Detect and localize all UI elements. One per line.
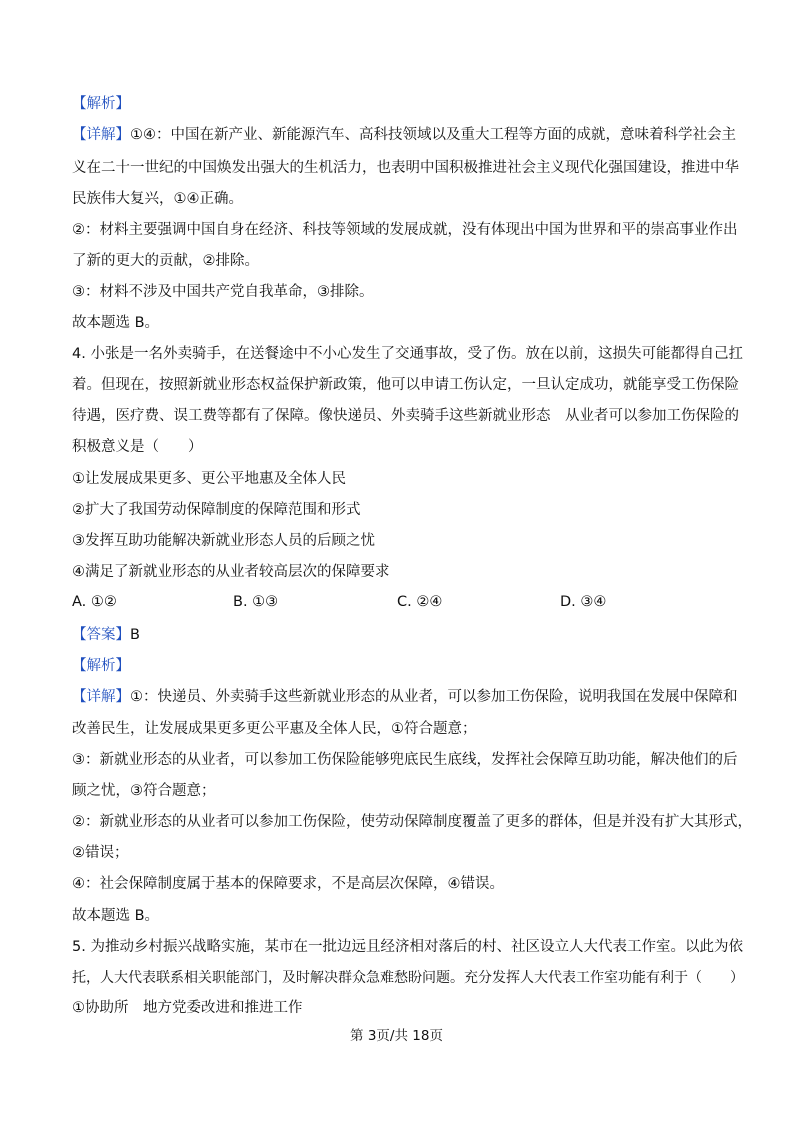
line-text: 民族伟大复兴，①④正确。 bbox=[72, 191, 243, 207]
line-text: ②错误； bbox=[72, 845, 129, 861]
line-text: 着。但现在，按照新就业形态权益保护新政策，他可以申请工伤认定，一旦认定成功，就能享受工伤保险 bbox=[72, 377, 739, 393]
conclusion-line bbox=[72, 906, 159, 926]
explanation-line bbox=[72, 189, 243, 209]
line-text: ①④：中国在新产业、新能源汽车、高科技领域以及重大工程等方面的成就，意味着科学社会主 bbox=[130, 127, 736, 143]
line-text: ①：快递员、外卖骑手这些新就业形态的从业者，可以参加工伤保险，说明我国在发展中保障和 bbox=[130, 689, 738, 705]
explanation-line bbox=[72, 781, 216, 801]
explanation-line bbox=[72, 220, 738, 240]
line-text: 积极意义是（ ） bbox=[72, 439, 203, 455]
page-footer: 第 3页/共 18页 bbox=[350, 1028, 443, 1044]
explanation-line bbox=[72, 812, 752, 832]
line-text: ③：新就业形态的从业者，可以参加工伤保险能够兜底民生底线，发挥社会保障互助功能，解决他们的后 bbox=[72, 752, 738, 768]
line-text: ②：新就业形态的从业者可以参加工伤保险，使劳动保障制度覆盖了更多的群体，但是并没有扩大其形式， bbox=[72, 814, 752, 830]
line-text: 故本题选 B。 bbox=[72, 908, 160, 924]
line-text: ②扩大了我国劳动保障制度的保障范围和形式 bbox=[72, 502, 361, 518]
line-text: B bbox=[130, 627, 140, 643]
section-tag: 【详解】 bbox=[72, 127, 130, 143]
explanation-line bbox=[72, 251, 259, 271]
answer-options bbox=[72, 594, 732, 614]
section-tag: 【解析】 bbox=[72, 96, 130, 112]
line-text: ②：材料主要强调中国自身在经济、科技等领域的发展成就，没有体现出中国为世界和平的崇高事业作出 bbox=[72, 222, 738, 238]
line-text: 义在二十一世纪的中国焕发出强大的生机活力，也表明中国积极推进社会主义现代化强国建设，推进中华 bbox=[72, 160, 739, 176]
option-b: B. ①③ bbox=[233, 594, 279, 610]
question-5-line bbox=[72, 937, 743, 957]
explanation-line bbox=[72, 158, 739, 178]
conclusion-line bbox=[72, 313, 159, 333]
explanation-line bbox=[72, 843, 129, 863]
explanation-line bbox=[72, 687, 738, 707]
heading-jiexi-1 bbox=[72, 94, 130, 114]
line-text: 了新的更大的贡献，②排除。 bbox=[72, 253, 259, 269]
line-text: 待遇，医疗费、误工费等都有了保障。像快递员、外卖骑手这些新就业形态 从业者可以参加工伤保险的 bbox=[72, 408, 739, 424]
explanation-line bbox=[72, 874, 504, 894]
statement-item bbox=[72, 998, 303, 1018]
option-a: A. ①② bbox=[72, 594, 117, 610]
line-text: ③发挥互助功能解决新就业形态人员的后顾之忧 bbox=[72, 533, 375, 549]
heading-jiexi-2 bbox=[72, 656, 130, 676]
section-tag: 【答案】 bbox=[72, 627, 130, 643]
statement-item bbox=[72, 562, 390, 582]
question-5-line bbox=[72, 968, 744, 988]
line-text: 托，人大代表联系相关职能部门，及时解决群众急难愁盼问题。充分发挥人大代表工作室功能有利于（ ） bbox=[72, 970, 744, 986]
question-4-line bbox=[72, 437, 203, 457]
statement-item bbox=[72, 469, 346, 489]
line-text: 5. 为推动乡村振兴战略实施，某市在一批边远且经济相对落后的村、社区设立人大代表工作室。以此为依 bbox=[72, 939, 743, 955]
explanation-line bbox=[72, 282, 374, 302]
statement-item bbox=[72, 500, 361, 520]
line-text: ④：社会保障制度属于基本的保障要求，不是高层次保障，④错误。 bbox=[72, 876, 504, 892]
option-d: D. ③④ bbox=[560, 594, 607, 610]
line-text: 故本题选 B。 bbox=[72, 315, 160, 331]
line-text: 4. 小张是一名外卖骑手，在送餐途中不小心发生了交通事故，受了伤。放在以前，这损失可能都得自己扛 bbox=[72, 346, 743, 362]
explanation-line bbox=[72, 125, 736, 145]
line-text: 顾之忧，③符合题意； bbox=[72, 783, 216, 799]
line-text: ①协助所 地方党委改进和推进工作 bbox=[72, 1000, 303, 1016]
explanation-line bbox=[72, 719, 477, 739]
line-text: ③：材料不涉及中国共产党自我革命，③排除。 bbox=[72, 284, 374, 300]
line-text: ④满足了新就业形态的从业者较高层次的保障要求 bbox=[72, 564, 390, 580]
answer-line bbox=[72, 625, 140, 645]
line-text: ①让发展成果更多、更公平地惠及全体人民 bbox=[72, 471, 346, 487]
statement-item bbox=[72, 531, 375, 551]
section-tag: 【详解】 bbox=[72, 689, 130, 705]
option-c: C. ②④ bbox=[397, 594, 443, 610]
question-4-line bbox=[72, 375, 739, 395]
explanation-line bbox=[72, 750, 738, 770]
question-4-line bbox=[72, 406, 739, 426]
question-4-line bbox=[72, 344, 743, 364]
section-tag: 【解析】 bbox=[72, 658, 130, 674]
line-text: 改善民生，让发展成果更多更公平惠及全体人民，①符合题意； bbox=[72, 721, 477, 737]
